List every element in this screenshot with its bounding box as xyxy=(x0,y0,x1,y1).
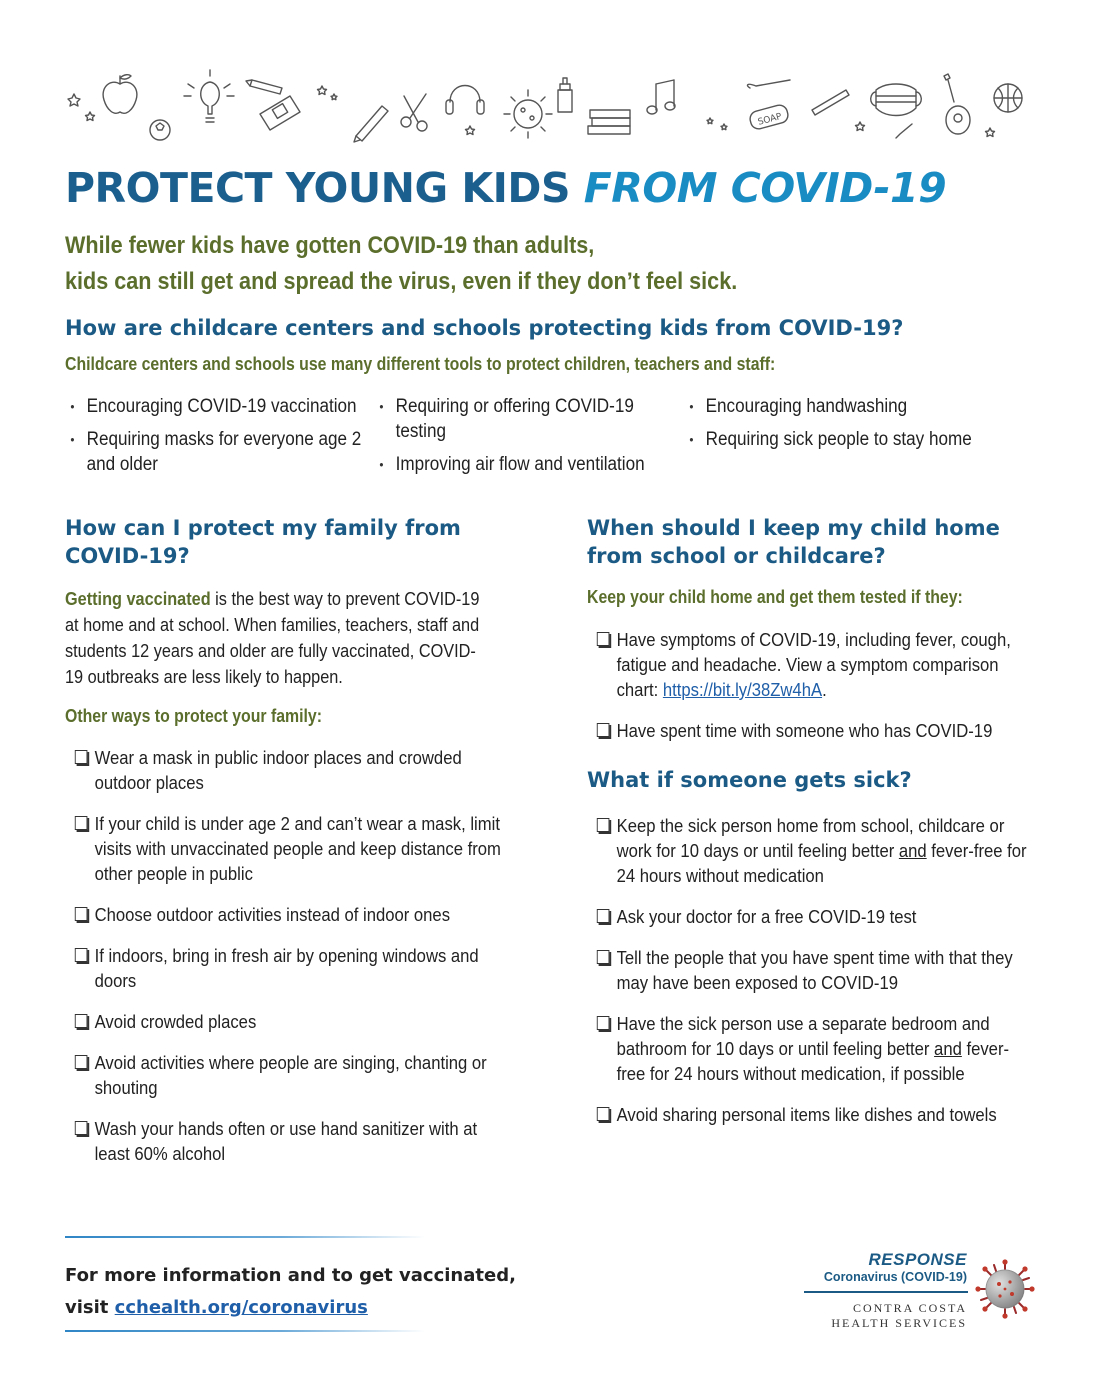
subtitle-line-2: kids can still get and spread the virus, even if they don’t feel sick. xyxy=(65,268,738,295)
footer-line-2 xyxy=(65,1292,516,1324)
subtitle-line-1: While fewer kids have gotten COVID-19 than adults, xyxy=(65,232,595,259)
cchs-logo xyxy=(800,1246,1040,1346)
checklist-item-text: Have the sick person use a separate bedroom and bathroom for 10 days or until feeling better xyxy=(616,1013,990,1059)
doodle-banner xyxy=(60,66,1040,156)
someone-sick-checklist xyxy=(595,813,1065,1143)
lightbulb-icon xyxy=(184,70,234,122)
checklist-item-text: Tell the people that you have spent time with that they may have been exposed to COVID-19 xyxy=(616,947,1013,993)
schools-subheading: Childcare centers and schools use many different tools to protect children, teachers and staff: xyxy=(65,354,776,374)
checkbox-icon xyxy=(75,907,88,921)
title-italic: FROM COVID-19 xyxy=(583,164,947,212)
logo-response: RESPONSE xyxy=(868,1250,967,1269)
checklist-item-text: Avoid activities where people are singing, chanting or shouting xyxy=(94,1052,487,1098)
schools-list-column-b xyxy=(374,394,674,485)
keep-home-checklist xyxy=(595,627,1065,759)
logo-coronavirus: Coronavirus (COVID-19) xyxy=(823,1270,967,1284)
bandage-icon xyxy=(260,96,300,130)
basketball-icon xyxy=(994,84,1022,112)
checkbox-icon xyxy=(597,909,610,923)
checklist-item xyxy=(595,718,1018,743)
list-item: • Improving air flow and ventilation xyxy=(374,452,680,477)
page-title xyxy=(65,164,946,212)
keep-home-heading: When should I keep my child home from school or childcare? xyxy=(587,516,1000,568)
checkbox-icon xyxy=(597,1016,610,1030)
virus-icon xyxy=(504,90,552,138)
footer-divider-top xyxy=(65,1236,425,1238)
protect-family-checklist xyxy=(73,745,553,1182)
music-note-icon xyxy=(647,80,675,114)
list-item: • Encouraging COVID-19 vaccination xyxy=(65,394,371,419)
checkbox-icon xyxy=(597,632,610,646)
checklist-item xyxy=(595,945,1036,995)
paintbrush-icon xyxy=(748,80,790,88)
scissors-icon xyxy=(401,94,427,131)
schools-list-column-c xyxy=(684,394,984,460)
footer-divider-bottom xyxy=(65,1330,425,1332)
list-item: • Requiring or offering COVID-19 testing xyxy=(374,394,680,444)
checklist-item xyxy=(73,811,514,886)
checklist-item-text: Choose outdoor activities instead of indoor ones xyxy=(94,904,451,925)
star-icon xyxy=(986,128,995,137)
checklist-item-text: Wear a mask in public indoor places and crowded outdoor places xyxy=(94,747,462,793)
checklist-item xyxy=(595,904,1036,929)
checklist-item-text: fever-free for 24 hours without medication xyxy=(616,840,1027,886)
checklist-item-text: Ask your doctor for a free COVID-19 test xyxy=(616,906,917,927)
checklist-item-text: Avoid crowded places xyxy=(94,1011,257,1032)
list-item: • Encouraging handwashing xyxy=(684,394,990,419)
checkbox-icon xyxy=(597,950,610,964)
apple-icon xyxy=(103,75,137,114)
list-item: • Requiring masks for everyone age 2 and older xyxy=(65,427,371,477)
schools-heading: How are childcare centers and schools protecting kids from COVID-19? xyxy=(65,316,904,340)
star-icon xyxy=(707,118,727,130)
soap-icon xyxy=(748,103,789,130)
pencil-icon xyxy=(354,106,388,142)
pencil-icon xyxy=(812,90,849,115)
symptom-chart-link[interactable]: https://bit.ly/38Zw4hA xyxy=(662,679,823,700)
checkbox-icon xyxy=(597,723,610,737)
checkbox-icon xyxy=(75,1055,88,1069)
keep-home-subheading: Keep your child home and get them tested if they: xyxy=(587,587,963,607)
protect-family-heading: How can I protect my family from COVID-19? xyxy=(65,516,461,568)
checkbox-icon xyxy=(75,1121,88,1135)
books-icon xyxy=(588,110,630,134)
pencil-icon xyxy=(246,80,282,94)
checklist-item xyxy=(73,943,514,993)
checklist-item xyxy=(595,1011,1036,1086)
logo-org-line-1: CONTRA COSTA xyxy=(852,1301,967,1315)
paintbrush-icon xyxy=(896,124,912,138)
footer-line-1: For more information and to get vaccinated, xyxy=(65,1265,516,1286)
checklist-item-end: . xyxy=(822,679,827,700)
schools-list-column-a xyxy=(65,394,365,485)
checklist-item xyxy=(73,1116,514,1166)
vaccination-text: is the best way to prevent COVID-19 at home and at school. When families, teachers, staff and students 12 years and older are fully vaccinated, COVID-19 outbreaks are less likely to happen. xyxy=(65,588,480,687)
star-icon xyxy=(856,122,865,131)
checkbox-icon xyxy=(597,1107,610,1121)
checklist-item-text: Avoid sharing personal items like dishes and towels xyxy=(616,1104,997,1125)
star-icon xyxy=(68,94,80,106)
star-icon xyxy=(86,112,95,121)
checklist-item xyxy=(595,1102,1036,1127)
checklist-item-text: If indoors, bring in fresh air by opening windows and doors xyxy=(94,945,479,991)
checklist-item xyxy=(595,813,1036,888)
checklist-item-text: Keep the sick person home from school, childcare or work for 10 days or until feeling better xyxy=(616,815,1005,861)
checklist-item xyxy=(73,1009,514,1034)
star-icon xyxy=(318,86,338,100)
logo-org-line-2: HEALTH SERVICES xyxy=(831,1316,967,1330)
checklist-item-text: Have spent time with someone who has COVID-19 xyxy=(616,720,993,741)
footer-info xyxy=(65,1260,516,1324)
checklist-item-text: If your child is under age 2 and can’t wear a mask, limit visits with unvaccinated people and keep distance from other people in public xyxy=(94,813,501,884)
page-subtitle xyxy=(65,228,875,300)
vaccination-emphasis: Getting vaccinated xyxy=(65,588,211,609)
website-link[interactable]: cchealth.org/coronavirus xyxy=(114,1297,368,1318)
face-mask-icon xyxy=(871,84,922,116)
checklist-item xyxy=(73,1050,514,1100)
svg-text:SOAP: SOAP xyxy=(756,111,783,128)
checklist-item-text: Have symptoms of COVID-19, including fever, cough, fatigue and headache. View a symptom comparison chart: xyxy=(616,629,1011,700)
checkbox-icon xyxy=(75,948,88,962)
headphones-icon xyxy=(446,86,484,115)
checkbox-icon xyxy=(75,816,88,830)
underlined-word: and xyxy=(898,840,927,861)
checklist-item-text: fever-free for 24 hours without medication, if possible xyxy=(616,1038,1010,1084)
underlined-word: and xyxy=(934,1038,962,1059)
someone-sick-heading: What if someone gets sick? xyxy=(587,768,912,792)
checklist-item xyxy=(73,745,514,795)
guitar-icon xyxy=(944,74,970,134)
glue-bottle-icon xyxy=(558,78,572,112)
list-item: • Requiring sick people to stay home xyxy=(684,427,990,452)
checkbox-icon xyxy=(75,1014,88,1028)
checklist-item xyxy=(73,902,514,927)
footer-visit-text: visit xyxy=(65,1297,115,1318)
checkbox-icon xyxy=(75,750,88,764)
title-main: PROTECT YOUNG KIDS xyxy=(65,164,570,212)
checklist-item xyxy=(595,627,1018,702)
soccer-ball-icon xyxy=(150,120,170,140)
star-icon xyxy=(466,126,475,135)
checklist-item-text: Wash your hands often or use hand sanitizer with at least 60% alcohol xyxy=(94,1118,478,1164)
vaccination-paragraph xyxy=(65,586,487,690)
logo-divider xyxy=(804,1291,968,1293)
checkbox-icon xyxy=(597,818,610,832)
other-ways-subheading: Other ways to protect your family: xyxy=(65,706,323,726)
virus-icon xyxy=(974,1258,1036,1320)
